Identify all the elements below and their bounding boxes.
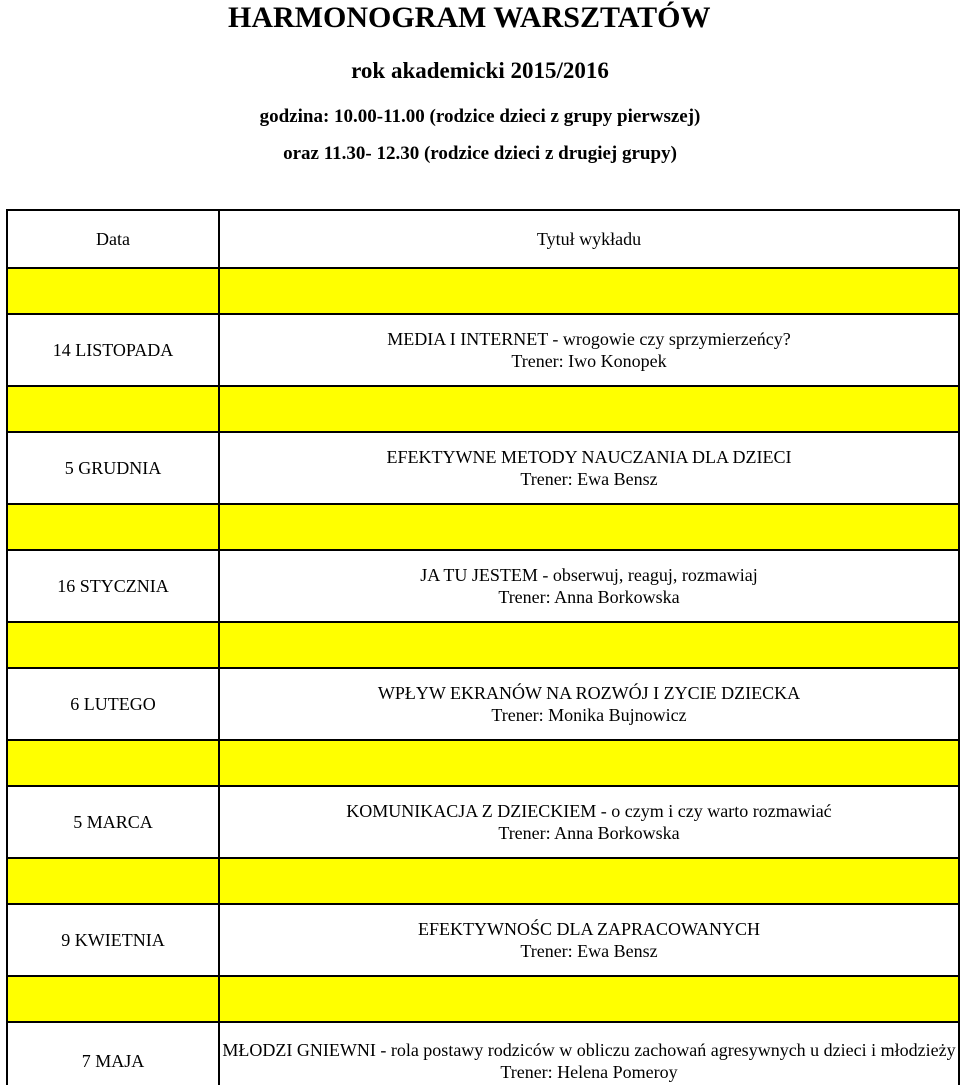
workshop-date: 5 MARCA [7,786,219,858]
lecture-title: JA TU JESTEM - obserwuj, reaguj, rozmawiaj [420,565,758,585]
lecture-title: MEDIA I INTERNET - wrogowie czy sprzymierzeńcy? [387,329,791,349]
table-row [7,668,959,740]
workshop-schedule-table [6,209,960,1085]
table-row [7,904,959,976]
lecture-title: KOMUNIKACJA Z DZIECKIEM - o czym i czy warto rozmawiać [346,801,832,821]
table-row [7,1022,959,1085]
table-row [7,550,959,622]
workshop-date: 9 KWIETNIA [7,904,219,976]
column-header-title: Tytuł wykładu [219,210,959,268]
workshop-date: 6 LUTEGO [7,668,219,740]
spacer-cell [7,622,219,668]
workshop-cell [219,432,959,504]
spacer-row [7,622,959,668]
spacer-cell [7,976,219,1022]
lecture-title: MŁODZI GNIEWNI - rola postawy rodziców w obliczu zachowań agresywnych u dzieci i młodzieży [222,1040,956,1060]
trainer-name: Trener: Anna Borkowska [498,823,680,843]
trainer-name: Trener: Monika Bujnowicz [491,705,687,725]
spacer-cell [219,504,959,550]
workshop-date: 5 GRUDNIA [7,432,219,504]
spacer-cell [7,504,219,550]
spacer-cell [7,386,219,432]
lecture-title: EFEKTYWNE METODY NAUCZANIA DLA DZIECI [386,447,792,467]
spacer-cell [219,740,959,786]
spacer-row [7,858,959,904]
column-header-date: Data [7,210,219,268]
academic-year: rok akademicki 2015/2016 [351,58,609,83]
hours-second-group: oraz 11.30- 12.30 (rodzice dzieci z drugiej grupy) [283,143,677,164]
spacer-cell [219,858,959,904]
trainer-name: Trener: Anna Borkowska [498,587,680,607]
trainer-name: Trener: Iwo Konopek [511,351,667,371]
lecture-title: EFEKTYWNOŚC DLA ZAPRACOWANYCH [417,919,760,939]
spacer-cell [219,622,959,668]
workshop-date: 14 LISTOPADA [7,314,219,386]
spacer-row [7,740,959,786]
trainer-name: Trener: Ewa Bensz [520,469,658,489]
spacer-cell [7,858,219,904]
trainer-name: Trener: Helena Pomeroy [500,1062,678,1082]
hours-first-group: godzina: 10.00-11.00 (rodzice dzieci z grupy pierwszej) [259,106,701,127]
table-row [7,432,959,504]
spacer-row [7,976,959,1022]
table-row [7,314,959,386]
workshop-date: 7 MAJA [7,1022,219,1085]
table-header-row [7,210,959,268]
table-row [7,786,959,858]
workshop-cell [219,314,959,386]
spacer-row [7,268,959,314]
spacer-cell [219,268,959,314]
document-title: HARMONOGRAM WARSZTATÓW [228,1,711,34]
spacer-cell [219,386,959,432]
spacer-cell [7,268,219,314]
workshop-cell [219,550,959,622]
spacer-cell [219,976,959,1022]
spacer-row [7,386,959,432]
workshop-cell [219,786,959,858]
workshop-cell [219,668,959,740]
trainer-name: Trener: Ewa Bensz [520,941,658,961]
workshop-date: 16 STYCZNIA [7,550,219,622]
lecture-title: WPŁYW EKRANÓW NA ROZWÓJ I ZYCIE DZIECKA [377,683,801,703]
workshop-cell [219,904,959,976]
spacer-row [7,504,959,550]
spacer-cell [7,740,219,786]
workshop-cell [219,1022,959,1085]
